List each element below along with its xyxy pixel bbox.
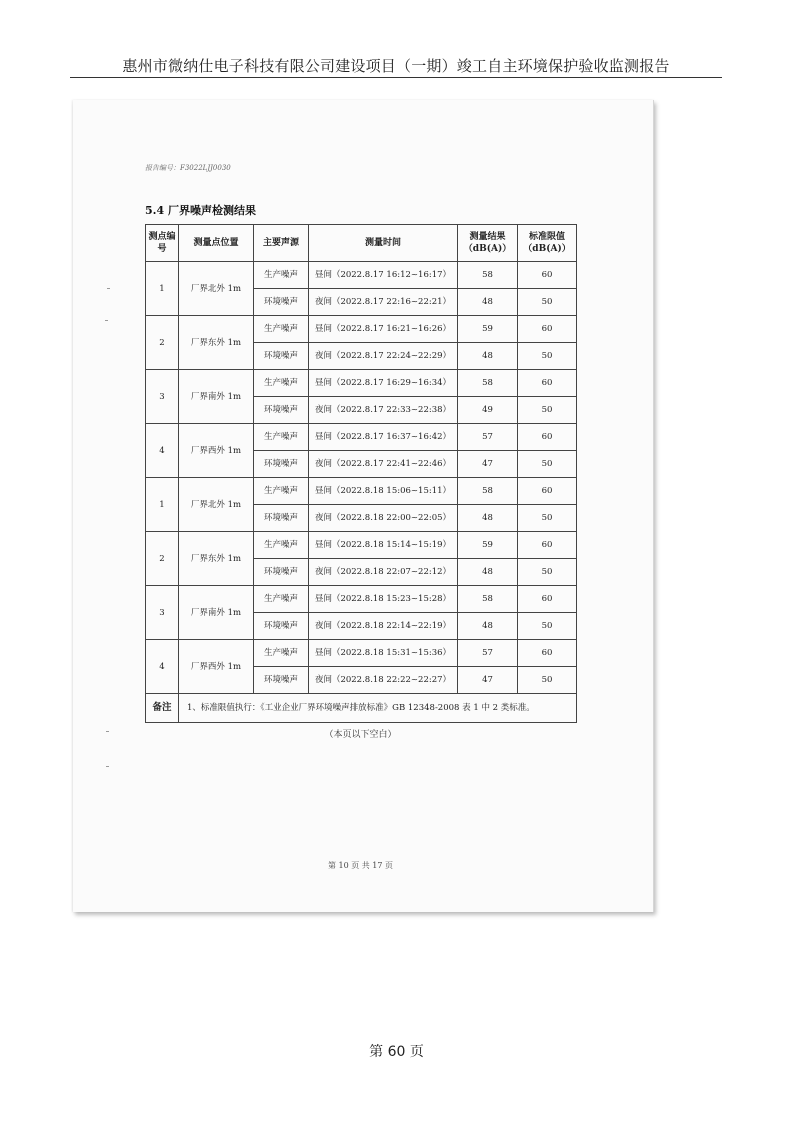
report-number: 报告编号：F3022LJJ0030 [145, 164, 231, 172]
measurement-time-cell: 夜间（2022.8.18 22:00~22:05） [309, 505, 458, 532]
table-header-row [146, 225, 577, 262]
measurement-result-cell: 48 [458, 343, 518, 370]
measurement-time-cell: 昼间（2022.8.17 16:37~16:42） [309, 424, 458, 451]
noise-source-cell: 生产噪声 [254, 532, 309, 559]
point-number-cell: 2 [146, 532, 179, 586]
point-location-cell: 厂界北外 1m [179, 262, 254, 316]
standard-limit-cell: 60 [518, 640, 577, 667]
measurement-time-cell: 夜间（2022.8.18 22:14~22:19） [309, 613, 458, 640]
point-number-cell: 3 [146, 586, 179, 640]
measurement-time-cell: 昼间（2022.8.18 15:31~15:36） [309, 640, 458, 667]
measurement-time-cell: 昼间（2022.8.17 16:12~16:17） [309, 262, 458, 289]
point-location-cell: 厂界北外 1m [179, 478, 254, 532]
column-header: 测量时间 [309, 225, 458, 262]
measurement-result-cell: 57 [458, 424, 518, 451]
column-header: 标准限值（dB(A)） [518, 225, 577, 262]
standard-limit-cell: 60 [518, 370, 577, 397]
column-header: 测量点位置 [179, 225, 254, 262]
measurement-result-cell: 47 [458, 667, 518, 694]
measurement-time-cell: 昼间（2022.8.18 15:06~15:11） [309, 478, 458, 505]
measurement-time-cell: 昼间（2022.8.17 16:21~16:26） [309, 316, 458, 343]
standard-limit-cell: 60 [518, 532, 577, 559]
noise-source-cell: 环境噪声 [254, 667, 309, 694]
point-location-cell: 厂界东外 1m [179, 316, 254, 370]
measurement-result-cell: 48 [458, 289, 518, 316]
point-number-cell: 3 [146, 370, 179, 424]
measurement-time-cell: 昼间（2022.8.17 16:29~16:34） [309, 370, 458, 397]
table-row [146, 262, 577, 289]
standard-limit-cell: 60 [518, 478, 577, 505]
measurement-time-cell: 夜间（2022.8.18 22:22~22:27） [309, 667, 458, 694]
point-location-cell: 厂界西外 1m [179, 424, 254, 478]
measurement-result-cell: 49 [458, 397, 518, 424]
point-number-cell: 4 [146, 640, 179, 694]
table-row [146, 640, 577, 667]
scanned-report-page [73, 100, 654, 912]
measurement-result-cell: 58 [458, 262, 518, 289]
measurement-time-cell: 夜间（2022.8.17 22:33~22:38） [309, 397, 458, 424]
measurement-result-cell: 48 [458, 559, 518, 586]
header-rule [70, 77, 722, 78]
point-number-cell: 2 [146, 316, 179, 370]
document-header-title: 惠州市微纳仕电子科技有限公司建设项目（一期）竣工自主环境保护验收监测报告 [122, 57, 670, 75]
measurement-time-cell: 夜间（2022.8.17 22:16~22:21） [309, 289, 458, 316]
section-title: 5.4 厂界噪声检测结果 [145, 204, 256, 217]
standard-limit-cell: 50 [518, 397, 577, 424]
noise-source-cell: 环境噪声 [254, 397, 309, 424]
noise-source-cell: 环境噪声 [254, 613, 309, 640]
column-header: 测点编号 [146, 225, 179, 262]
table-row [146, 532, 577, 559]
noise-source-cell: 生产噪声 [254, 316, 309, 343]
noise-source-cell: 生产噪声 [254, 640, 309, 667]
standard-limit-cell: 50 [518, 559, 577, 586]
noise-source-cell: 环境噪声 [254, 343, 309, 370]
noise-source-cell: 生产噪声 [254, 478, 309, 505]
table-row [146, 424, 577, 451]
standard-limit-cell: 50 [518, 667, 577, 694]
note-row [146, 694, 577, 723]
measurement-result-cell: 59 [458, 316, 518, 343]
standard-limit-cell: 50 [518, 613, 577, 640]
table-row [146, 370, 577, 397]
noise-source-cell: 生产噪声 [254, 424, 309, 451]
point-number-cell: 1 [146, 478, 179, 532]
measurement-result-cell: 47 [458, 451, 518, 478]
table-row [146, 316, 577, 343]
standard-limit-cell: 50 [518, 505, 577, 532]
standard-limit-cell: 60 [518, 316, 577, 343]
noise-source-cell: 生产噪声 [254, 262, 309, 289]
measurement-result-cell: 57 [458, 640, 518, 667]
table-row [146, 478, 577, 505]
column-header: 主要声源 [254, 225, 309, 262]
page-number: 第 60 页 [369, 1044, 424, 1060]
noise-source-cell: 环境噪声 [254, 289, 309, 316]
inner-page-number: 第 10 页 共 17 页 [327, 861, 394, 870]
note-label: 备注 [146, 694, 179, 723]
standard-limit-cell: 60 [518, 262, 577, 289]
measurement-time-cell: 夜间（2022.8.18 22:07~22:12） [309, 559, 458, 586]
standard-limit-cell: 50 [518, 289, 577, 316]
noise-source-cell: 生产噪声 [254, 370, 309, 397]
standard-limit-cell: 50 [518, 451, 577, 478]
measurement-time-cell: 昼间（2022.8.18 15:14~15:19） [309, 532, 458, 559]
blank-page-note: （本页以下空白） [324, 730, 397, 740]
measurement-time-cell: 昼间（2022.8.18 15:23~15:28） [309, 586, 458, 613]
point-location-cell: 厂界东外 1m [179, 532, 254, 586]
point-location-cell: 厂界南外 1m [179, 586, 254, 640]
point-location-cell: 厂界南外 1m [179, 370, 254, 424]
scan-speck [106, 766, 109, 767]
measurement-result-cell: 58 [458, 478, 518, 505]
noise-source-cell: 生产噪声 [254, 586, 309, 613]
noise-source-cell: 环境噪声 [254, 451, 309, 478]
point-number-cell: 1 [146, 262, 179, 316]
noise-source-cell: 环境噪声 [254, 505, 309, 532]
noise-results-table [145, 224, 577, 723]
note-text: 1、标准限值执行：《工业企业厂界环境噪声排放标准》GB 12348-2008 表 1 中 2 类标准。 [179, 694, 577, 723]
scan-speck [105, 320, 108, 321]
noise-source-cell: 环境噪声 [254, 559, 309, 586]
measurement-result-cell: 48 [458, 505, 518, 532]
table-row [146, 586, 577, 613]
measurement-result-cell: 58 [458, 370, 518, 397]
column-header: 测量结果（dB(A)） [458, 225, 518, 262]
standard-limit-cell: 60 [518, 424, 577, 451]
standard-limit-cell: 60 [518, 586, 577, 613]
point-number-cell: 4 [146, 424, 179, 478]
measurement-result-cell: 48 [458, 613, 518, 640]
scan-speck [107, 288, 110, 289]
standard-limit-cell: 50 [518, 343, 577, 370]
measurement-result-cell: 59 [458, 532, 518, 559]
point-location-cell: 厂界西外 1m [179, 640, 254, 694]
measurement-time-cell: 夜间（2022.8.17 22:24~22:29） [309, 343, 458, 370]
scan-speck [106, 731, 109, 732]
measurement-result-cell: 58 [458, 586, 518, 613]
measurement-time-cell: 夜间（2022.8.17 22:41~22:46） [309, 451, 458, 478]
